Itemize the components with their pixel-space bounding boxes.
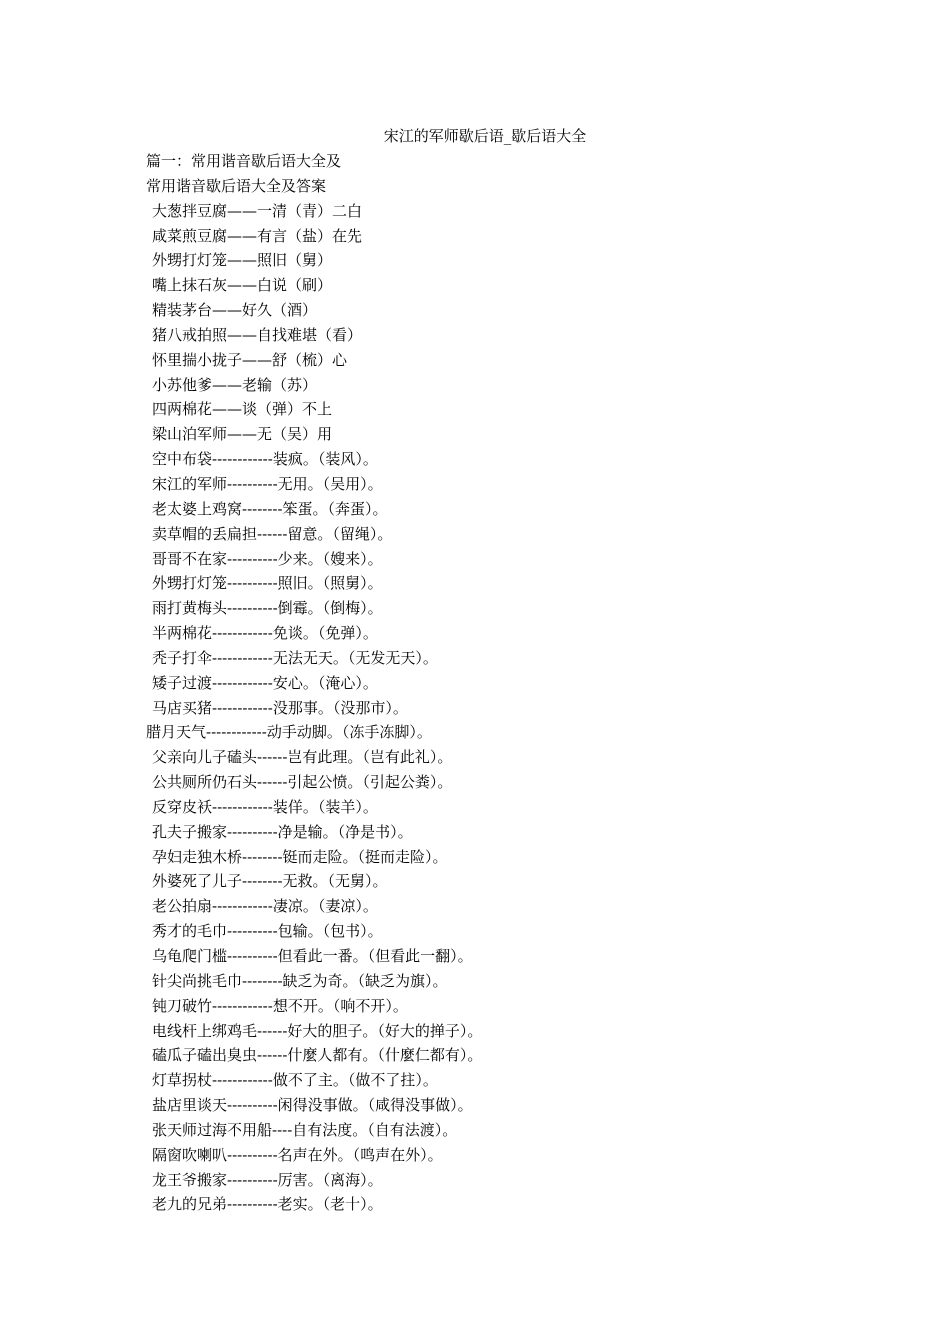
text-line: 腊月天气------------动手动脚。（冻手冻脚）。	[146, 723, 432, 742]
text-line: 外婆死了儿子--------无救。（无舅）。	[152, 872, 388, 891]
text-line: 外甥打灯笼——照旧（舅）	[152, 251, 333, 270]
text-line: 大葱拌豆腐——一清（青）二白	[152, 201, 363, 220]
text-line: 雨打黄梅头----------倒霉。（倒梅）。	[152, 599, 383, 618]
text-line: 梁山泊军师——无（吴）用	[152, 425, 333, 444]
text-line: 小苏他爹——老输（苏）	[152, 375, 318, 394]
text-line: 反穿皮袄------------装佯。（装羊）。	[152, 797, 378, 816]
text-line: 龙王爷搬家----------厉害。（离海）。	[152, 1170, 383, 1189]
text-line: 公共厕所仍石头------引起公愤。（引起公粪）。	[152, 773, 453, 792]
text-line: 四两棉花——谈（弹）不上	[152, 400, 333, 419]
document-title: 宋江的军师歇后语_歇后语大全	[383, 127, 587, 145]
text-line: 孔夫子搬家----------净是输。（净是书）。	[152, 822, 413, 841]
section-heading: 篇一：常用谐音歇后语大全及	[146, 152, 342, 170]
text-line: 半两棉花------------免谈。（免弹）。	[152, 624, 378, 643]
text-line: 父亲向儿子磕头------岂有此理。（岂有此礼）。	[152, 748, 453, 767]
document-body	[146, 151, 846, 1219]
text-line: 老太婆上鸡窝--------笨蛋。（奔蛋）。	[152, 499, 388, 518]
text-line: 精装茅台——好久（酒）	[152, 301, 318, 320]
text-line: 马店买猪------------没那事。（没那市）。	[152, 698, 408, 717]
text-line: 哥哥不在家----------少来。（嫂来）。	[152, 549, 383, 568]
text-line: 怀里揣小拢子——舒（梳）心	[152, 350, 348, 369]
text-line: 秃子打伞------------无法无天。（无发无天）。	[152, 648, 438, 667]
text-line: 卖草帽的丢扁担------留意。（留绳）。	[152, 524, 393, 543]
text-line: 孕妇走独木桥--------铤而走险。（挺而走险）。	[152, 847, 448, 866]
text-line: 嘴上抹石灰——白说（刷）	[152, 276, 333, 295]
text-line: 张天师过海不用船----自有法度。（自有法渡）。	[152, 1120, 458, 1139]
text-line: 宋江的军师----------无用。（吴用）。	[152, 474, 383, 493]
text-line: 隔窗吹喇叭----------名声在外。（鸣声在外）。	[152, 1145, 443, 1164]
text-line: 外甥打灯笼----------照旧。（照舅）。	[152, 574, 383, 593]
text-line: 灯草拐杖------------做不了主。（做不了拄）。	[152, 1071, 438, 1090]
text-line: 矮子过渡------------安心。（淹心）。	[152, 673, 378, 692]
text-line: 针尖尚挑毛巾--------缺乏为奇。（缺乏为旗）。	[152, 971, 448, 990]
text-line: 老公拍扇------------凄凉。（妻凉）。	[152, 897, 378, 916]
text-line: 秀才的毛巾----------包输。（包书）。	[152, 922, 383, 941]
text-line: 盐店里谈天----------闲得没事做。（咸得没事做）。	[152, 1096, 473, 1115]
text-line: 老九的兄弟----------老实。（老十）。	[152, 1195, 383, 1214]
text-line: 空中布袋------------装疯。（装风）。	[152, 450, 378, 469]
text-line: 电线杆上绑鸡毛------好大的胆子。（好大的掸子）。	[152, 1021, 483, 1040]
text-line: 咸菜煎豆腐——有言（盐）在先	[152, 226, 363, 245]
text-line: 磕瓜子磕出臭虫------什麼人都有。（什麼仁都有）。	[152, 1046, 483, 1065]
subheading: 常用谐音歇后语大全及答案	[146, 176, 327, 195]
text-line: 猪八戒拍照——自找难堪（看）	[152, 325, 363, 344]
text-line: 钝刀破竹------------想不开。（响不开）。	[152, 996, 408, 1015]
text-line: 乌龟爬门槛----------但看此一番。（但看此一翻）。	[152, 947, 473, 965]
